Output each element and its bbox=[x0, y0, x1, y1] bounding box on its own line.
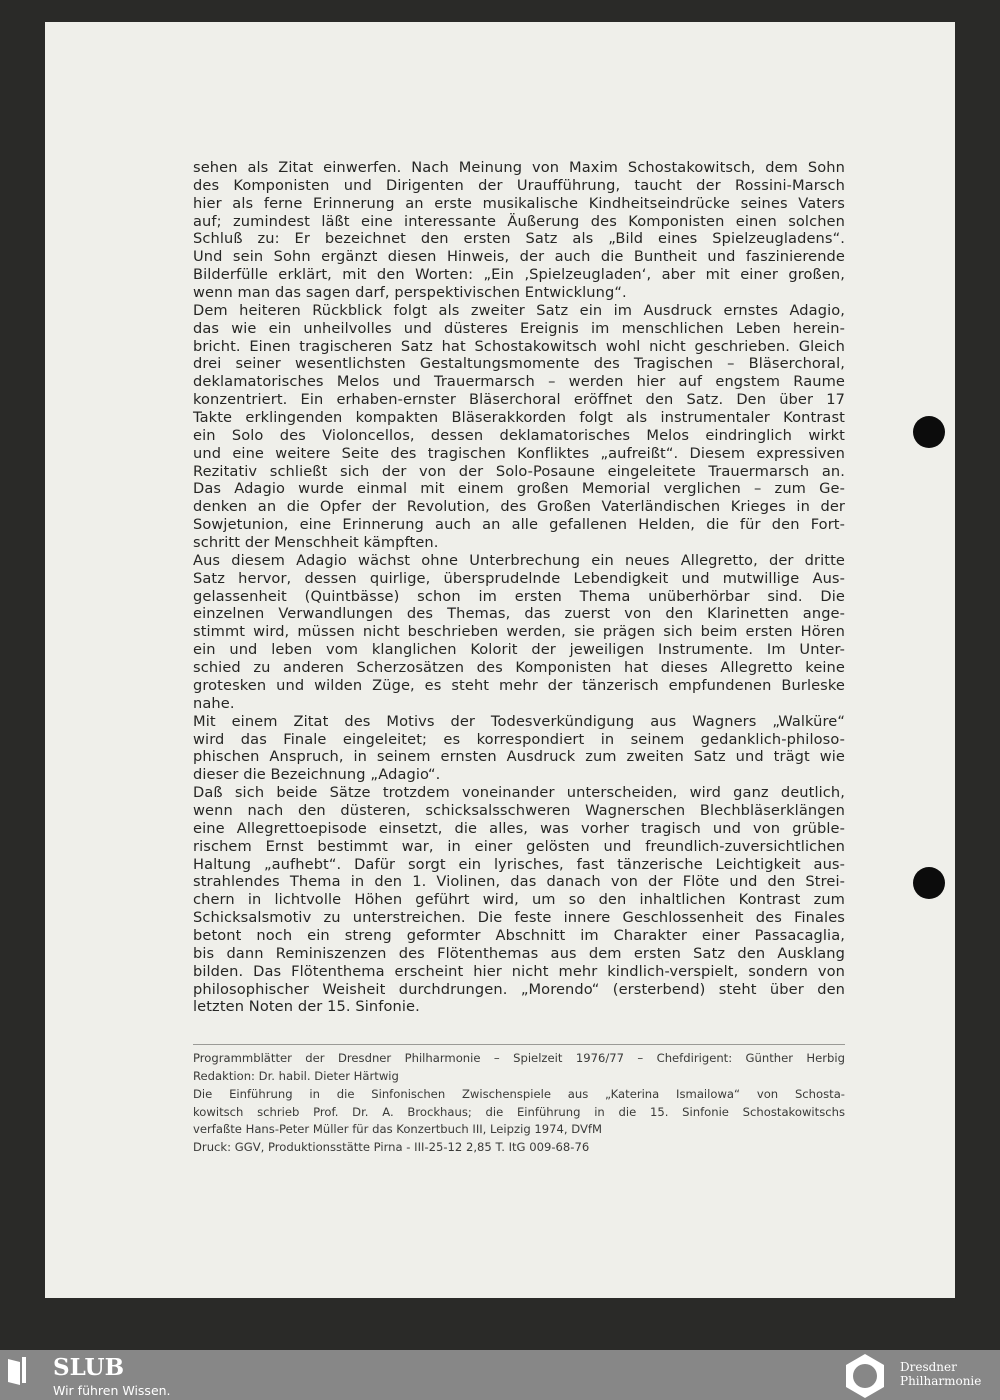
imprint bbox=[193, 1049, 845, 1156]
text-line: nahe. bbox=[193, 694, 235, 712]
text-line: Mit einem Zitat des Motivs der Todesverkündigung aus Wagners „Walküre“ bbox=[193, 712, 845, 730]
text-line: denken an die Opfer der Revolution, des Großen Vaterländischen Krieges in der bbox=[193, 498, 845, 516]
text-line: ein und leben vom klanglichen Kolorit der jeweiligen Instrumente. Im Unter- bbox=[193, 641, 845, 659]
text-line: Satz hervor, dessen quirlige, übersprudelnde Lebendigkeit und mutwillige Aus- bbox=[193, 569, 845, 587]
text-line: betont noch ein streng geformter Abschnitt im Charakter einer Passacaglia, bbox=[193, 926, 845, 944]
text-line: Dem heiteren Rückblick folgt als zweiter Satz ein im Ausdruck ernstes Adagio, bbox=[193, 301, 845, 319]
punch-hole bbox=[913, 867, 945, 899]
text-line: grotesken und wilden Züge, es steht mehr der tänzerisch empfundenen Burleske bbox=[193, 676, 845, 694]
text-line: strahlendes Thema in den 1. Violinen, das danach von der Flöte und den Strei- bbox=[193, 873, 845, 891]
footer-divider bbox=[193, 1044, 845, 1045]
text-line: Daß sich beide Sätze trotzdem voneinander unterscheiden, wird ganz deutlich, bbox=[193, 784, 845, 802]
text-line: rischem Ernst bestimmt war, in einer gelösten und freundlich-zuversichtlichen bbox=[193, 837, 845, 855]
text-line: wenn man das sagen darf, perspektivischen Entwicklung“. bbox=[193, 284, 627, 302]
philharmonie-logo-icon bbox=[842, 1353, 888, 1399]
bottom-bar bbox=[0, 1350, 1000, 1400]
partner-name-line2: Philharmonie bbox=[900, 1374, 982, 1388]
text-line: wird das Finale eingeleitet; es korrespondiert in seinem gedanklich-philoso- bbox=[193, 730, 845, 748]
text-line: ein Solo des Violoncellos, dessen deklamatorisches Melos eindringlich wirkt bbox=[193, 426, 845, 444]
imprint-line: Druck: GGV, Produktionsstätte Pirna - III-25-12 2,85 T. ItG 009-68-76 bbox=[193, 1140, 590, 1155]
text-line: schied zu anderen Scherzosätzen des Komponisten hat dieses Allegretto keine bbox=[193, 659, 845, 677]
text-line: bilden. Das Flötenthema erscheint hier nicht mehr kindlich-verspielt, sondern von bbox=[193, 962, 845, 980]
slub-logo-icon bbox=[8, 1357, 26, 1385]
text-line: phischen Anspruch, in seinem ernsten Ausdruck zum zweiten Satz und trägt wie bbox=[193, 748, 845, 766]
philharmonie-logo-text[interactable] bbox=[900, 1360, 981, 1388]
partner-name-line1: Dresdner bbox=[900, 1360, 957, 1374]
text-line: Das Adagio wurde einmal mit einem großen Memorial verglichen – zum Ge- bbox=[193, 480, 845, 498]
text-line: deklamatorisches Melos und Trauermarsch – werden hier auf engstem Raume bbox=[193, 373, 845, 391]
text-line: hier als ferne Erinnerung an erste musikalische Kindheitseindrücke seines Vaters bbox=[193, 194, 845, 212]
text-line: gelassenheit (Quintbässe) schon im ersten Thema unüberhörbar sind. Die bbox=[193, 587, 845, 605]
text-line: bis dann Reminiszenzen des Flötenthemas aus dem ersten Satz den Ausklang bbox=[193, 944, 845, 962]
text-line: chern in lichtvolle Höhen geführt wird, um so den inhaltlichen Kontrast zum bbox=[193, 891, 845, 909]
text-line: bricht. Einen tragischeren Satz hat Schostakowitsch wohl nicht geschrieben. Gleich bbox=[193, 337, 845, 355]
text-line: Und sein Sohn ergänzt diesen Hinweis, der auch die Buntheit und faszinierende bbox=[193, 248, 845, 266]
imprint-line: kowitsch schrieb Prof. Dr. A. Brockhaus; die Einführung in die 15. Sinfonie Schostakowitschs bbox=[193, 1104, 845, 1119]
text-line: Schluß zu: Er bezeichnet den ersten Satz als „Bild eines Spielzeugladens“. bbox=[193, 230, 845, 248]
text-line: letzten Noten der 15. Sinfonie. bbox=[193, 998, 420, 1016]
text-line: wenn nach den düsteren, schicksalsschweren Wagnerschen Blechbläserklängen bbox=[193, 801, 845, 819]
text-line: Haltung „aufhebt“. Dafür sorgt ein lyrisches, fast tänzerische Leichtigkeit aus- bbox=[193, 855, 845, 873]
punch-hole bbox=[913, 416, 945, 448]
imprint-line: Die Einführung in die Sinfonischen Zwischenspiele aus „Katerina Ismailowa“ von Schosta- bbox=[193, 1086, 845, 1101]
imprint-line: verfaßte Hans-Peter Müller für das Konzertbuch III, Leipzig 1974, DVfM bbox=[193, 1122, 602, 1137]
text-line: einzelnen Verwandlungen des Themas, das zuerst von den Klarinetten ange- bbox=[193, 605, 845, 623]
text-line: Sowjetunion, eine Erinnerung auch an alle gefallenen Helden, die für den Fort- bbox=[193, 516, 845, 534]
text-line: sehen als Zitat einwerfen. Nach Meinung von Maxim Schostakowitsch, dem Sohn bbox=[193, 159, 845, 176]
text-line: Bilderfülle erklärt, mit den Worten: „Ein ‚Spielzeugladen‘, aber mit einer großen, bbox=[193, 266, 845, 284]
text-line: Takte erklingenden kompakten Bläserakkorden folgt als instrumentaler Kontrast bbox=[193, 409, 845, 427]
text-line: und eine weitere Seite des tragischen Konfliktes „aufreißt“. Diesem expressiven bbox=[193, 444, 845, 462]
text-line: Rezitativ schließt sich der von der Solo-Posaune eingeleitete Trauermarsch an. bbox=[193, 462, 845, 480]
text-line: konzentriert. Ein erhaben-ernster Bläserchoral eröffnet den Satz. Den über 17 bbox=[193, 391, 845, 409]
imprint-line: Redaktion: Dr. habil. Dieter Härtwig bbox=[193, 1068, 399, 1083]
text-line: auf; zumindest läßt eine interessante Äußerung des Komponisten einen solchen bbox=[193, 212, 845, 230]
imprint-line: Programmblätter der Dresdner Philharmonie – Spielzeit 1976/77 – Chefdirigent: Günther Herbig bbox=[193, 1051, 845, 1065]
text-line: des Komponisten und Dirigenten der Uraufführung, taucht der Rossini-Marsch bbox=[193, 176, 845, 194]
text-line: Aus diesem Adagio wächst ohne Unterbrechung ein neues Allegretto, der dritte bbox=[193, 551, 845, 569]
body-text bbox=[193, 159, 845, 1016]
text-line: schritt der Menschheit kämpften. bbox=[193, 534, 439, 552]
text-line: philosophischer Weisheit durchdrungen. „Morendo“ (ersterbend) steht über den bbox=[193, 980, 845, 998]
text-line: drei seiner wesentlichsten Gestaltungsmomente des Tragischen – Bläserchoral, bbox=[193, 355, 845, 373]
text-line: eine Allegrettoepisode einsetzt, die alles, was vorher tragisch und von grüble- bbox=[193, 819, 845, 837]
text-line: stimmt wird, müssen nicht beschrieben werden, sie prägen sich beim ersten Hören bbox=[193, 623, 845, 641]
text-line: das wie ein unheilvolles und düsteres Ereignis im menschlichen Leben herein- bbox=[193, 319, 845, 337]
text-line: Schicksalsmotiv zu unterstreichen. Die feste innere Geschlossenheit des Finales bbox=[193, 909, 845, 927]
text-line: dieser die Bezeichnung „Adagio“. bbox=[193, 766, 441, 784]
slub-logo-text[interactable]: SLUB bbox=[53, 1354, 125, 1381]
slub-tagline: Wir führen Wissen. bbox=[53, 1383, 171, 1398]
